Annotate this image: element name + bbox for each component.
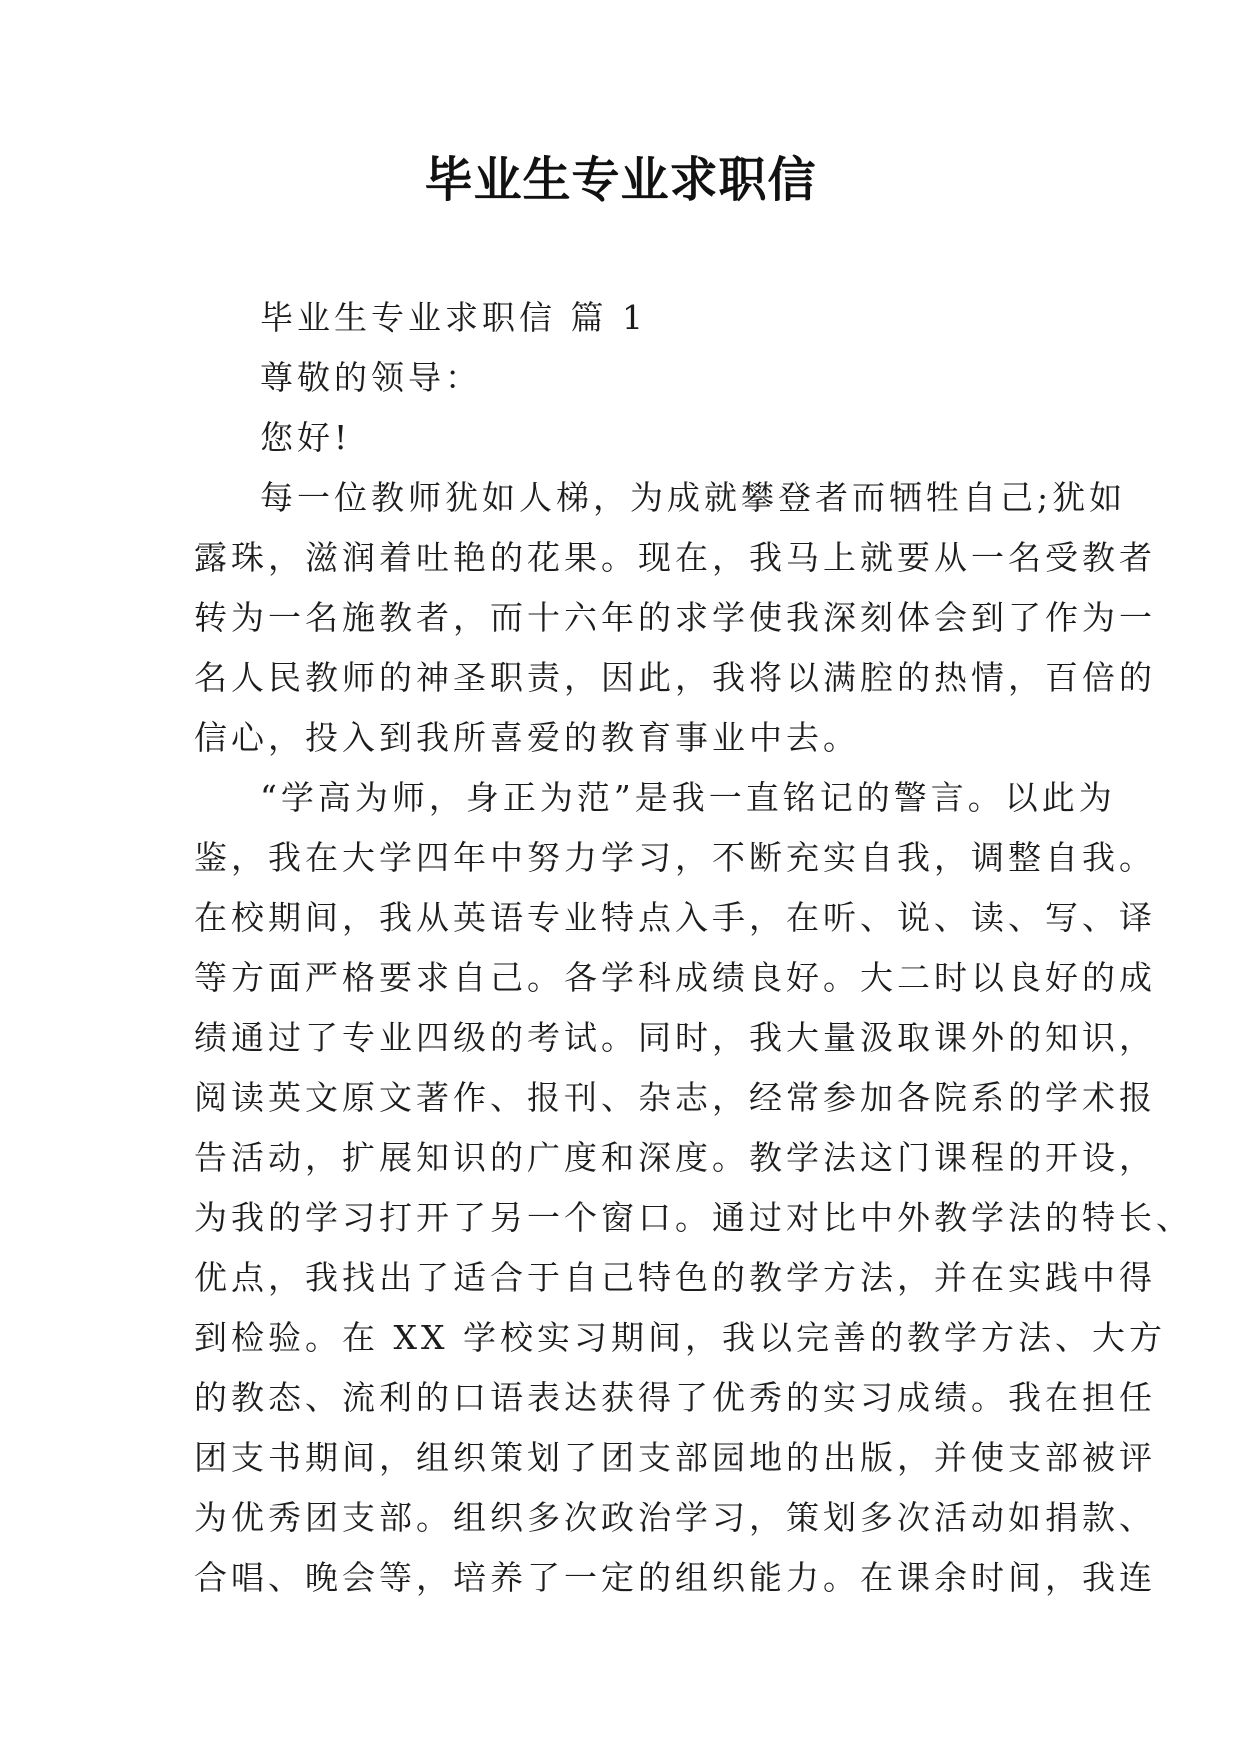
- text-line: 在校期间，我从英语专业特点入手，在听、说、读、写、译: [194, 898, 1156, 937]
- text-line: 优点，我找出了适合于自己特色的教学方法，并在实践中得: [194, 1258, 1156, 1297]
- text-line: 等方面严格要求自己。各学科成绩良好。大二时以良好的成: [194, 958, 1156, 997]
- text-line: 您好!: [260, 418, 352, 457]
- text-line: 合唱、晚会等，培养了一定的组织能力。在课余时间，我连: [194, 1558, 1156, 1597]
- text-line: 告活动，扩展知识的广度和深度。教学法这门课程的开设，: [194, 1138, 1156, 1177]
- text-line: 转为一名施教者，而十六年的求学使我深刻体会到了作为一: [194, 598, 1156, 637]
- text-line: 为我的学习打开了另一个窗口。通过对比中外教学法的特长、: [194, 1198, 1193, 1237]
- text-line: 毕业生专业求职信 篇 1: [260, 298, 647, 337]
- text-line: 的教态、流利的口语表达获得了优秀的实习成绩。我在担任: [194, 1378, 1156, 1417]
- text-line: 阅读英文原文著作、报刊、杂志，经常参加各院系的学术报: [194, 1078, 1156, 1117]
- text-line: 到检验。在 XX 学校实习期间，我以完善的教学方法、大方: [194, 1318, 1166, 1357]
- text-line: 鉴，我在大学四年中努力学习，不断充实自我，调整自我。: [194, 838, 1156, 877]
- text-line: 团支书期间，组织策划了团支部园地的出版，并使支部被评: [194, 1438, 1156, 1477]
- text-line: 名人民教师的神圣职责，因此，我将以满腔的热情，百倍的: [194, 658, 1156, 697]
- document-body: [194, 288, 1193, 1608]
- text-line: 信心，投入到我所喜爱的教育事业中去。: [194, 718, 860, 757]
- text-line: 露珠，滋润着吐艳的花果。现在，我马上就要从一名受教者: [194, 538, 1156, 577]
- text-line: 绩通过了专业四级的考试。同时，我大量汲取课外的知识，: [194, 1018, 1156, 1057]
- text-line: “学高为师，身正为范”是我一直铭记的警言。以此为: [260, 778, 1116, 817]
- text-line: 为优秀团支部。组织多次政治学习，策划多次活动如捐款、: [194, 1498, 1156, 1537]
- text-line: 每一位教师犹如人梯，为成就攀登者而牺牲自己;犹如: [260, 478, 1127, 517]
- document-title: 毕业生专业求职信: [424, 152, 817, 208]
- text-line: 尊敬的领导：: [260, 358, 482, 397]
